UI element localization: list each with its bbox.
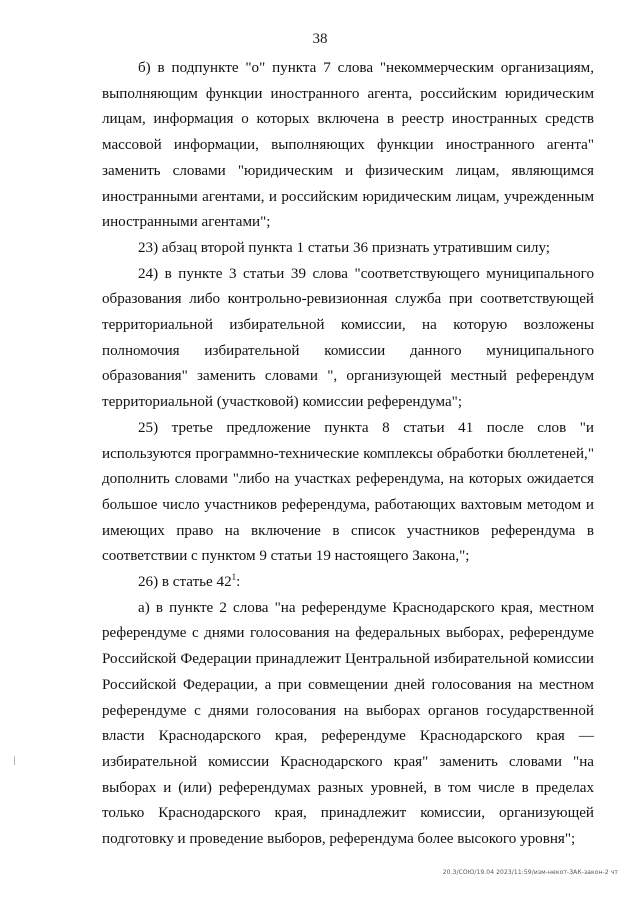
paragraph-item-24: 24) в пункте 3 статьи 39 слова "соответствующего муниципального образования либо контрольно-ревизионная служба при соответствующей территориальной избирательной комиссии, на которую возложены полномочия избирательной комиссии данного муниципального образования" заменить словами ", организующей местный референдум территориальной (участковой) комиссии референдума"; (102, 265, 594, 411)
paragraph-item-b: б) в подпункте "о" пункта 7 слова "некоммерческим организациям, выполняющим функции иностранного агента, российским юридическим лицам, информация о которых включена в реестр иностранных средств массовой информации, выполняющих функции иностранного агента" заменить словами "юридическим и физическим лицам, являющимся иностранными агентами, и российским юридическим лицам, учрежденным иностранными агентами"; (102, 60, 594, 231)
item-26-text: 26) в статье 42 (138, 574, 232, 591)
document-body (102, 56, 594, 853)
paragraph-item-26 (102, 570, 594, 596)
paragraph-item-26a: а) в пункте 2 слова "на референдуме Краснодарского края, местном референдуме с днями голосования на федеральных выборах, референдуме Российской Федерации принадлежит Центральной избирательной комиссии Российской Федерации, а при совмещении дней голосования на местном референдуме с днями голосования на выборах органов государственной власти Краснодарского края, референдуме Краснодарского края — избирательной комиссии Краснодарского края" заменить словами "на выборах и (или) референдумах разных уровней, в том числе в пределах только Краснодарского края, принадлежит комиссии, организующей подготовку и проведение выборов, референдума более высокого уровня"; (102, 599, 594, 848)
page-number: 38 (312, 31, 328, 47)
footer-document-code: 20.3/СОЮ/19.04 2023/11:59/изм-некот-ЗАК-закон-2 чт (442, 869, 618, 876)
item-26-colon: : (236, 574, 241, 591)
item-26-superscript: 1 (231, 572, 237, 583)
margin-mark (14, 756, 15, 765)
paragraph-item-23: 23) абзац второй пункта 1 статьи 36 признать утратившим силу; (138, 239, 550, 256)
paragraph-item-25: 25) третье предложение пункта 8 статьи 41 после слов "и используются программно-технические комплексы обработки бюллетеней," дополнить словами "либо на участках референдума, на которых ожидается большое число участников референдума, работающих вахтовым методом и имеющих право на включение в список участников референдума в соответствии с пунктом 9 статьи 19 настоящего Закона,"; (102, 419, 594, 565)
